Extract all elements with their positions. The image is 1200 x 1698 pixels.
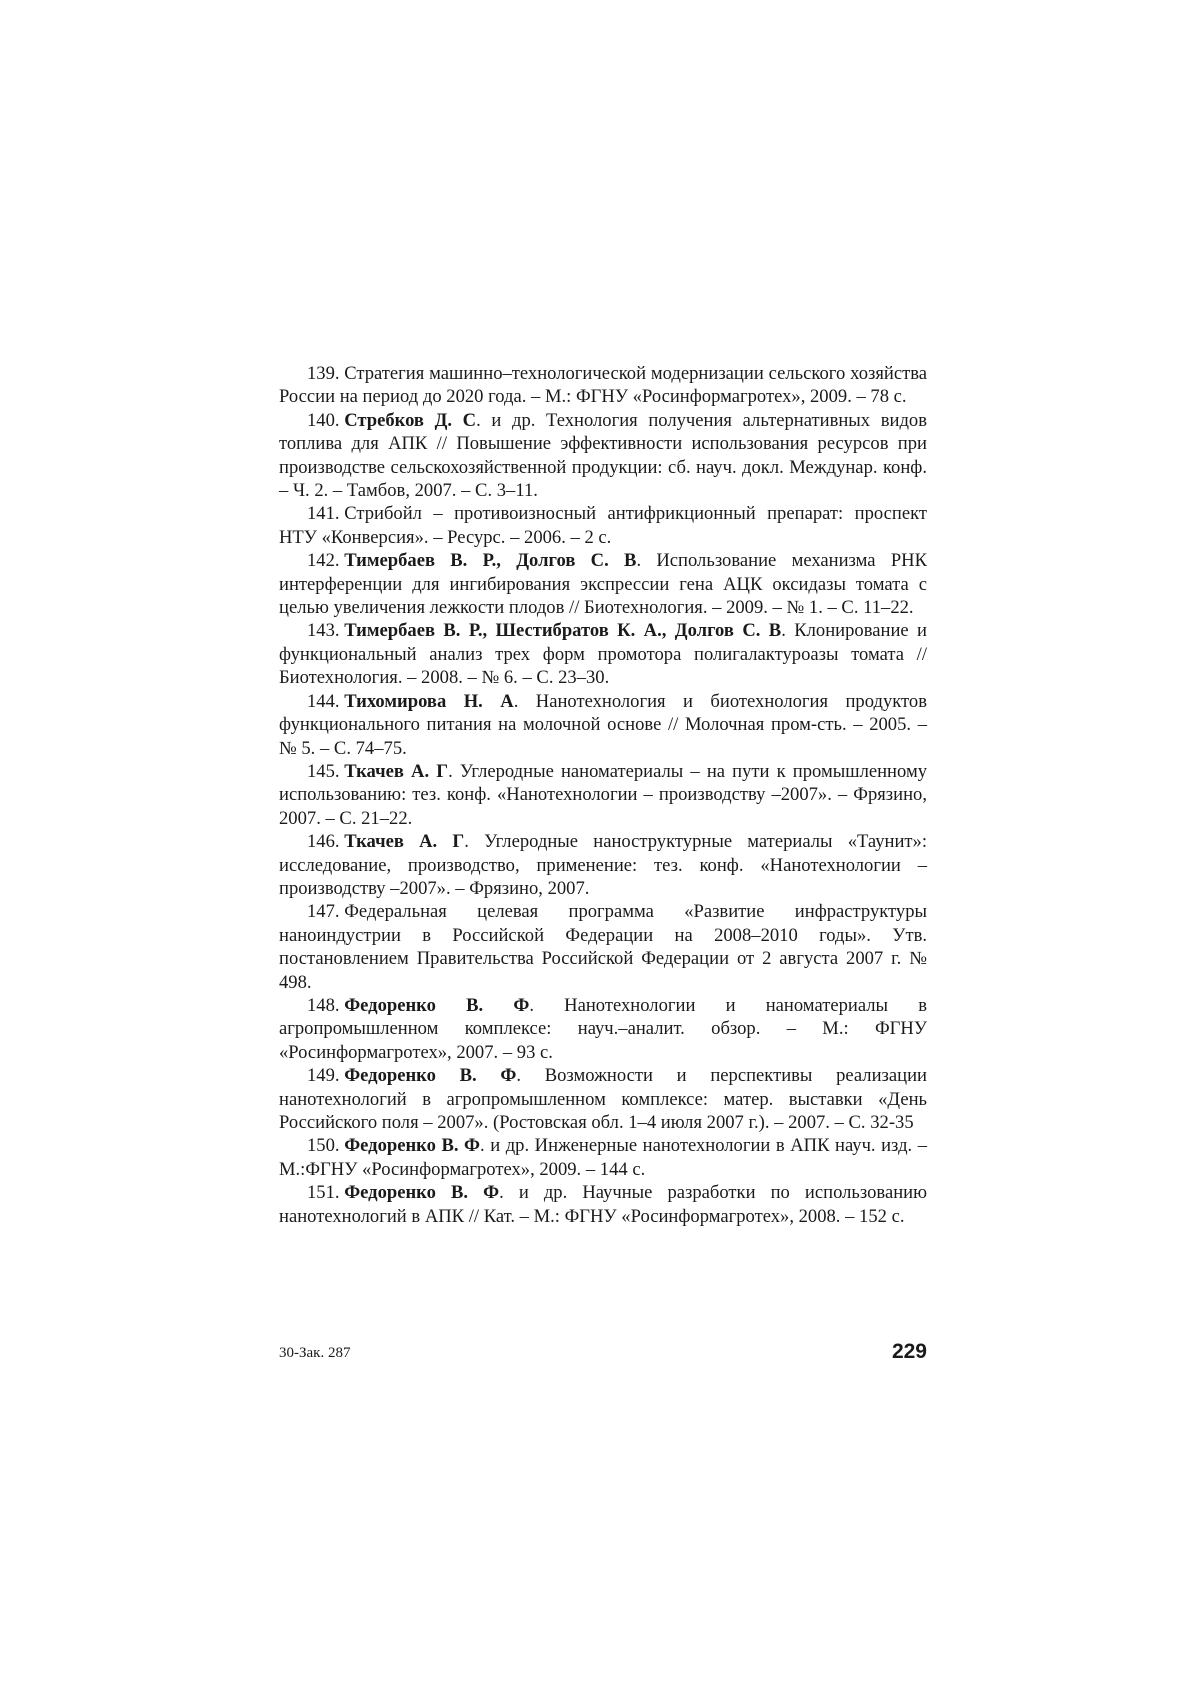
reference-number: 141. (307, 503, 340, 525)
reference-authors: Федоренко В. Ф (344, 1135, 481, 1157)
reference-authors: Тихомирова Н. А (344, 690, 514, 712)
reference-text: . и др. Научные разработки по использованию нанотехнологий в АПК // Кат. – М.: ФГНУ «Росинформагротех», 2008. – 152 с. (279, 1182, 927, 1227)
reference-item (279, 690, 927, 760)
reference-number: 149. (307, 1065, 340, 1087)
reference-text: . Возможности и перспективы реализации нанотехнологий в агропромышленном комплексе: матер. выставки «День Российского поля – 2007». (Ростовская обл. 1–4 июля 2007 г.). – 2007. – С. 32-35 (279, 1065, 927, 1133)
reference-authors: Стребков Д. С (344, 409, 477, 431)
reference-item (279, 1064, 927, 1134)
reference-number: 143. (307, 620, 340, 642)
reference-number: 146. (307, 831, 340, 853)
reference-authors: Тимербаев В. Р., Долгов С. В (344, 550, 637, 572)
reference-item (279, 502, 927, 549)
reference-text: . Углеродные наноматериалы – на пути к промышленному использованию: тез. конф. «Нанотехнологии – производству –2007». – Фрязино, 2007. – С. 21–22. (279, 760, 928, 829)
reference-item (279, 1181, 927, 1228)
reference-item (279, 409, 927, 503)
print-signature: 30-Зак. 287 (279, 1345, 351, 1361)
reference-number: 144. (307, 690, 340, 712)
reference-text: . Нанотехнологии и наноматериалы в агропромышленном комплексе: науч.–аналит. обзор. – М.: ФГНУ «Росинформагротех», 2007. – 93 с. (279, 994, 928, 1063)
reference-item (279, 619, 927, 689)
page-number: 229 (891, 1340, 927, 1363)
reference-text: Федеральная целевая программа «Развитие инфраструктуры наноиндустрии в Российской Федерации на 2008–2010 годы». Утв. постановлением Правительства Российской Федерации от 2 августа 2007 г. № 498. (279, 901, 927, 993)
reference-number: 140. (307, 409, 340, 431)
reference-authors: Ткачев А. Г (344, 760, 449, 782)
reference-text: . и др. Инженерные нанотехнологии в АПК науч. изд. – М.:ФГНУ «Росинформагротех», 2009. – 144 с. (279, 1135, 928, 1180)
reference-text: . Клонирование и функциональный анализ трех форм промотора полигалактуроазы томата // Биотехнология. – 2008. – № 6. – С. 23–30. (279, 620, 928, 689)
reference-number: 139. (307, 363, 340, 384)
reference-number: 142. (307, 550, 340, 572)
reference-number: 148. (307, 994, 340, 1016)
reference-list (279, 362, 927, 1228)
reference-text: . и др. Технология получения альтернативных видов топлива для АПК // Повышение эффективности использования ресурсов при производстве сельскохозяйственной продукции: сб. науч. докл. Междунар. конф. – Ч. 2. – Тамбов, 2007. – С. 3–11. (279, 409, 927, 502)
reference-text: . Нанотехнология и биотехнология продуктов функционального питания на молочной основе // Молочная пром-сть. – 2005. – № 5. – С. 74–75. (279, 690, 927, 759)
reference-authors: Тимербаев В. Р., Шестибратов К. А., Долгов С. В (344, 620, 782, 642)
reference-item (279, 1134, 927, 1181)
reference-item (279, 362, 927, 409)
reference-authors: Федоренко В. Ф (344, 1182, 500, 1204)
reference-authors: Федоренко В. Ф (344, 1065, 517, 1087)
reference-item (279, 830, 927, 900)
reference-number: 150. (307, 1135, 340, 1157)
reference-item (279, 900, 927, 994)
reference-text: . Использование механизма РНК интерференции для ингибирования экспрессии гена АЦК оксидазы томата с целью увеличения лежкости плодов // Биотехнология. – 2009. – № 1. – С. 11–22. (279, 550, 927, 619)
reference-text: . Углеродные наноструктурные материалы «Таунит»: исследование, производство, применение: тез. конф. «Нанотехнологии – производству –2007». – Фрязино, 2007. (279, 831, 927, 899)
reference-authors: Ткачев А. Г (344, 831, 465, 853)
reference-item (279, 760, 927, 830)
reference-text: Стрибойл – противоизносный антифрикционный препарат: проспект НТУ «Конверсия». – Ресурс. – 2006. – 2 с. (279, 503, 927, 548)
reference-number: 147. (307, 901, 340, 923)
reference-number: 151. (307, 1182, 340, 1204)
reference-authors: Федоренко В. Ф (344, 994, 530, 1016)
reference-item (279, 549, 927, 619)
reference-item (279, 994, 927, 1064)
reference-text: Стратегия машинно–технологической модернизации сельского хозяйства России на период до 2020 года. – М.: ФГНУ «Росинформагротех», 2009. – 78 с. (279, 363, 927, 408)
reference-number: 145. (307, 760, 340, 782)
